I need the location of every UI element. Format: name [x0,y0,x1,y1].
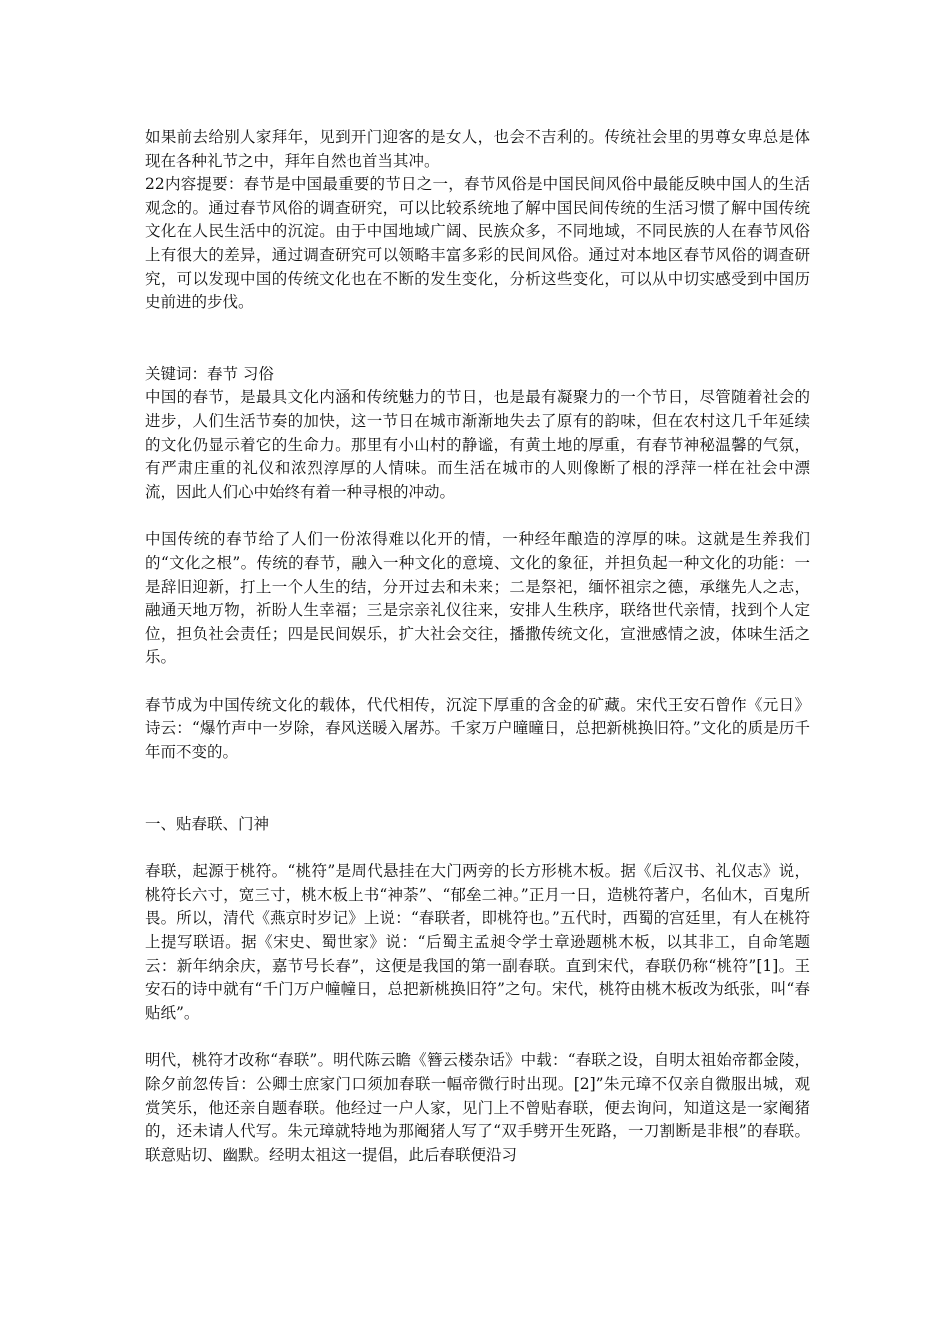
section-heading: 一、贴春联、门神 [145,814,270,833]
keywords-line: 关键词：春节 习俗 [145,364,274,383]
paragraph-couplet-origin: 春联，起源于桃符。“桃符”是周代悬挂在大门两旁的长方形桃木板。据《后汉书、礼仪志》说，桃符长六寸，宽三寸，桃木板上书“神荼”、“郁垒二神。”正月一日，造桃符著户，名仙木，百鬼所畏。所以，清代《燕京时岁记》上说：“春联者，即桃符也。”五代时，西蜀的宫廷里，有人在桃符上提写联语。据《宋史、蜀世家》说：“后蜀主孟昶令学士章逊题桃木板，以其非工，自命笔题云：新年纳余庆，嘉节号长春”，这便是我国的第一副春联。直到宋代，春联仍称“桃符”[1]。王安石的诗中就有“千门万户幢幢日，总把新桃换旧符”之句。宋代，桃符由桃木板改为纸张，叫“春贴纸”。 [145,862,810,1022]
paragraph-intro-continuation: 如果前去给别人家拜年，见到开门迎客的是女人，也会不吉利的。传统社会里的男尊女卑总是体现在各种礼节之中，拜年自然也首当其冲。 [145,128,810,170]
spacer [145,836,810,860]
spacer [145,315,810,363]
spacer [145,670,810,694]
paragraph-abstract: 22内容提要：春节是中国最重要的节日之一，春节风俗是中国民间风俗中最能反映中国人的生活观念的。通过春节风俗的调查研究，可以比较系统地了解中国民间传统的生活习惯了解中国传统文化在人民生活中的沉淀。由于中国地域广阔、民族众多，不同地域，不同民族的人在春节风俗上有很大的差异，通过调查研究可以领略丰富多彩的民间风俗。通过对本地区春节风俗的调查研究，可以发现中国的传统文化也在不断的发生变化，分析这些变化，可以从中切实感受到中国历史前进的步伐。 [145,175,810,312]
paragraph-spring-festival: 中国的春节，是最具文化内涵和传统魅力的节日，也是最有凝聚力的一个节日，尽管随着社会的进步，人们生活节奏的加快，这一节日在城市渐渐地失去了原有的韵味，但在农村这几千年延续的文化仍显示着它的生命力。那里有小山村的静谧，有黄土地的厚重，有春节神秘温馨的气氛，有严肃庄重的礼仪和浓烈淳厚的人情味。而生活在城市的人则像断了根的浮萍一样在社会中漂流，因此人们心中始终有着一种寻根的冲动。 [145,388,810,501]
spacer [145,1025,810,1049]
document-page [145,126,810,1167]
spacer [145,504,810,528]
spacer [145,765,810,813]
paragraph-cultural-root: 中国传统的春节给了人们一份浓得难以化开的情，一种经年酿造的淳厚的味。这就是生养我们的“文化之根”。传统的春节，融入一种文化的意境、文化的象征，并担负起一种文化的功能：一是辞旧迎新，打上一个人生的结，分开过去和未来；二是祭祀，缅怀祖宗之德，承继先人之志，融通天地万物，祈盼人生幸福；三是宗亲礼仪往来，安排人生秩序，联络世代亲情，找到个人定位，担负社会责任；四是民间娱乐，扩大社会交往，播撒传统文化，宣泄感情之波，体味生活之乐。 [145,530,810,667]
paragraph-tradition-carrier: 春节成为中国传统文化的载体，代代相传，沉淀下厚重的含金的矿藏。宋代王安石曾作《元日》诗云：“爆竹声中一岁除，春风送暖入屠苏。千家万户曈曈日，总把新桃换旧符。”文化的质是历千年而不变的。 [145,695,810,762]
paragraph-ming-dynasty: 明代，桃符才改称“春联”。明代陈云瞻《簪云楼杂话》中载：“春联之设，自明太祖始帝都金陵，除夕前忽传旨：公卿士庶家门口须加春联一幅帝微行时出现。[2]”朱元璋不仅亲自微服出城，观赏笑乐，他还亲自题春联。他经过一户人家，见门上不曾贴春联，便去询问，知道这是一家阉猪的，还未请人代写。朱元璋就特地为那阉猪人写了“双手劈开生死路，一刀割断是非根”的春联。联意贴切、幽默。经明太祖这一提倡，此后春联便沿习 [145,1051,810,1164]
